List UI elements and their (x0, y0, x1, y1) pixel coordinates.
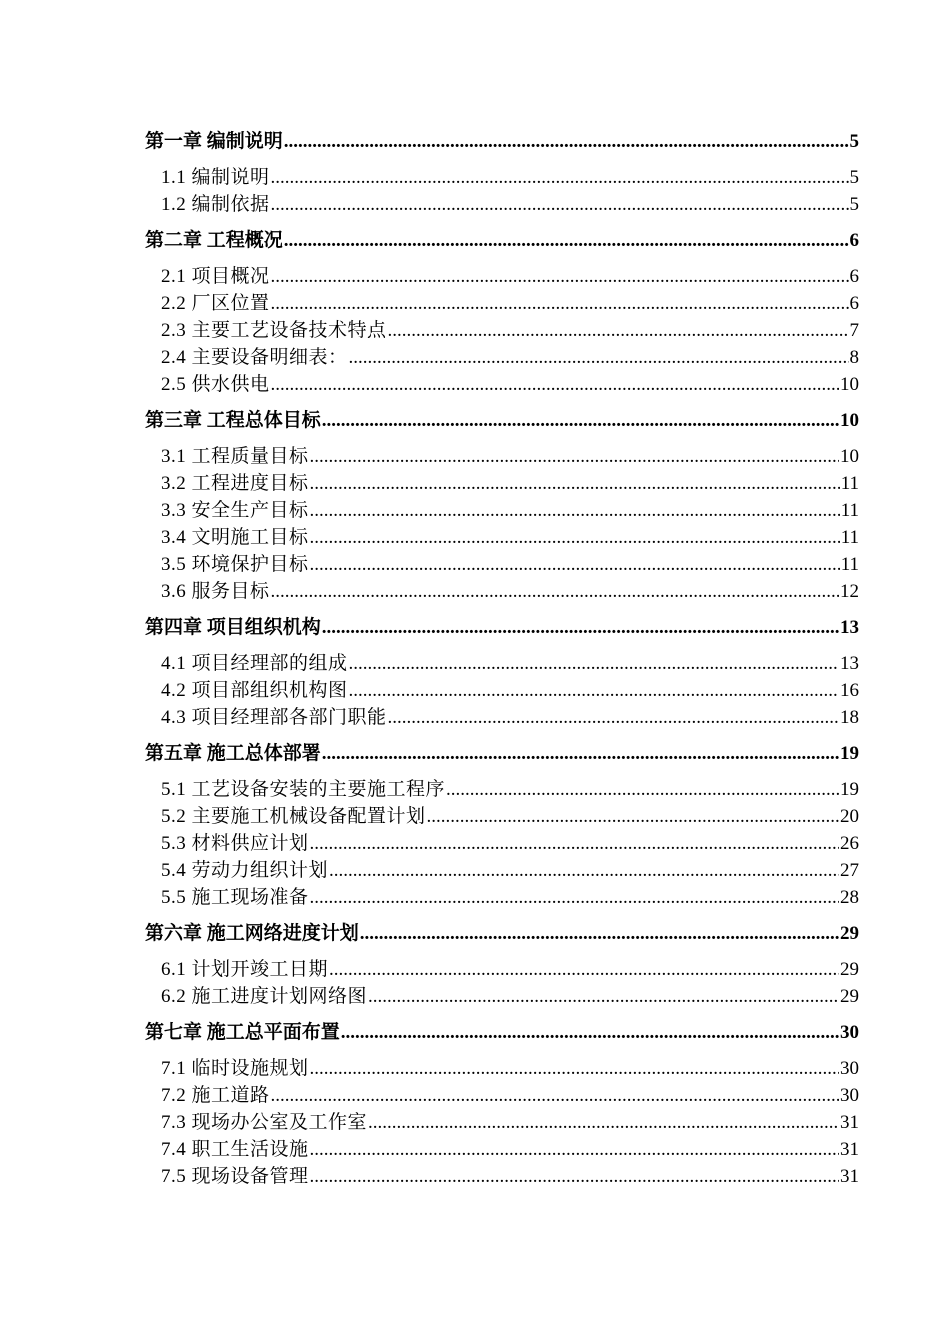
toc-dot-leader (310, 443, 839, 470)
toc-dot-leader (322, 740, 839, 768)
toc-section-entry[interactable] (145, 803, 859, 830)
toc-section-entry[interactable] (145, 317, 859, 344)
toc-section-entry[interactable] (145, 164, 859, 191)
toc-entry-title: 4.2 项目部组织机构图 (161, 680, 348, 701)
toc-dot-leader (329, 956, 839, 983)
toc-dot-leader (271, 164, 849, 191)
toc-entry-page-number: 11 (840, 473, 859, 494)
toc-entry-title: 第四章 项目组织机构 (145, 617, 321, 638)
toc-entry-page-number: 28 (840, 887, 859, 908)
toc-section-entry[interactable] (145, 551, 859, 578)
toc-entry-title: 2.2 厂区位置 (161, 293, 270, 314)
toc-section-entry[interactable] (145, 857, 859, 884)
toc-section-entry[interactable] (145, 1055, 859, 1082)
toc-dot-leader (284, 128, 849, 156)
toc-entry-page-number: 5 (849, 167, 859, 188)
toc-entry-page-number: 7 (849, 320, 859, 341)
toc-chapter-entry[interactable] (145, 740, 859, 768)
toc-entry-title: 3.5 环境保护目标 (161, 554, 309, 575)
toc-entry-page-number: 30 (840, 1085, 859, 1106)
toc-section-entry[interactable] (145, 983, 859, 1010)
toc-entry-title: 7.4 职工生活设施 (161, 1139, 309, 1160)
toc-dot-leader (322, 614, 839, 642)
toc-entry-page-number: 16 (840, 680, 859, 701)
toc-dot-leader (427, 803, 839, 830)
toc-section-entry[interactable] (145, 443, 859, 470)
toc-dot-leader (284, 227, 849, 255)
toc-entry-title: 第三章 工程总体目标 (145, 410, 321, 431)
toc-entry-page-number: 19 (840, 779, 859, 800)
toc-dot-leader (349, 344, 849, 371)
toc-entry-title: 7.5 现场设备管理 (161, 1166, 309, 1187)
toc-entry-title: 6.2 施工进度计划网络图 (161, 986, 368, 1007)
toc-entry-title: 2.5 供水供电 (161, 374, 270, 395)
toc-entry-page-number: 8 (849, 347, 859, 368)
toc-section-entry[interactable] (145, 191, 859, 218)
toc-section-entry[interactable] (145, 263, 859, 290)
toc-section-entry[interactable] (145, 371, 859, 398)
toc-entry-page-number: 27 (840, 860, 859, 881)
toc-entry-page-number: 6 (849, 293, 859, 314)
toc-dot-leader (310, 884, 839, 911)
toc-entry-page-number: 12 (840, 581, 859, 602)
toc-entry-title: 第五章 施工总体部署 (145, 743, 321, 764)
toc-entry-title: 3.4 文明施工目标 (161, 527, 309, 548)
toc-entry-page-number: 31 (840, 1139, 859, 1160)
toc-entry-title: 3.2 工程进度目标 (161, 473, 309, 494)
toc-dot-leader (271, 578, 839, 605)
toc-entry-page-number: 29 (840, 986, 859, 1007)
toc-entry-title: 5.2 主要施工机械设备配置计划 (161, 806, 426, 827)
toc-entry-page-number: 13 (840, 653, 859, 674)
toc-chapter-entry[interactable] (145, 128, 859, 156)
toc-section-entry[interactable] (145, 830, 859, 857)
toc-dot-leader (446, 776, 839, 803)
toc-entry-page-number: 10 (840, 446, 859, 467)
toc-entry-title: 6.1 计划开竣工日期 (161, 959, 329, 980)
toc-entry-page-number: 20 (840, 806, 859, 827)
toc-entry-title: 5.3 材料供应计划 (161, 833, 309, 854)
toc-entry-page-number: 5 (849, 194, 859, 215)
toc-entry-title: 1.1 编制说明 (161, 167, 270, 188)
toc-section-entry[interactable] (145, 1109, 859, 1136)
toc-section-entry[interactable] (145, 578, 859, 605)
toc-dot-leader (271, 371, 839, 398)
toc-dot-leader (271, 191, 849, 218)
toc-entry-title: 3.6 服务目标 (161, 581, 270, 602)
toc-entry-title: 7.1 临时设施规划 (161, 1058, 309, 1079)
toc-entry-title: 5.4 劳动力组织计划 (161, 860, 329, 881)
toc-entry-page-number: 29 (840, 959, 859, 980)
toc-dot-leader (310, 497, 840, 524)
toc-entry-page-number: 31 (840, 1166, 859, 1187)
toc-dot-leader (271, 1082, 839, 1109)
toc-section-entry[interactable] (145, 497, 859, 524)
toc-section-entry[interactable] (145, 1136, 859, 1163)
toc-dot-leader (349, 650, 839, 677)
toc-entry-title: 4.3 项目经理部各部门职能 (161, 707, 387, 728)
toc-chapter-entry[interactable] (145, 407, 859, 435)
toc-section-entry[interactable] (145, 344, 859, 371)
toc-entry-page-number: 10 (840, 374, 859, 395)
toc-dot-leader (310, 1136, 839, 1163)
toc-chapter-entry[interactable] (145, 227, 859, 255)
toc-entry-page-number: 11 (840, 527, 859, 548)
toc-entry-page-number: 30 (840, 1058, 859, 1079)
toc-section-entry[interactable] (145, 677, 859, 704)
toc-dot-leader (349, 677, 839, 704)
toc-section-entry[interactable] (145, 776, 859, 803)
toc-dot-leader (368, 1109, 839, 1136)
toc-section-entry[interactable] (145, 524, 859, 551)
toc-section-entry[interactable] (145, 650, 859, 677)
toc-chapter-entry[interactable] (145, 614, 859, 642)
toc-dot-leader (388, 317, 849, 344)
table-of-contents (145, 128, 859, 1190)
toc-entry-page-number: 6 (849, 266, 859, 287)
toc-section-entry[interactable] (145, 956, 859, 983)
toc-dot-leader (388, 704, 839, 731)
toc-entry-title: 第二章 工程概况 (145, 230, 283, 251)
toc-entry-title: 2.3 主要工艺设备技术特点 (161, 320, 387, 341)
toc-dot-leader (368, 983, 839, 1010)
toc-entry-page-number: 29 (840, 923, 859, 944)
toc-dot-leader (322, 407, 839, 435)
toc-entry-title: 3.1 工程质量目标 (161, 446, 309, 467)
toc-entry-page-number: 19 (840, 743, 859, 764)
toc-entry-title: 第一章 编制说明 (145, 131, 283, 152)
toc-entry-title: 4.1 项目经理部的组成 (161, 653, 348, 674)
toc-dot-leader (271, 263, 849, 290)
toc-entry-page-number: 31 (840, 1112, 859, 1133)
toc-dot-leader (310, 1055, 839, 1082)
toc-entry-page-number: 30 (840, 1022, 859, 1043)
toc-dot-leader (271, 290, 849, 317)
toc-chapter-entry[interactable] (145, 920, 859, 948)
toc-entry-page-number: 11 (840, 554, 859, 575)
toc-dot-leader (329, 857, 839, 884)
toc-entry-title: 3.3 安全生产目标 (161, 500, 309, 521)
toc-section-entry[interactable] (145, 1082, 859, 1109)
toc-section-entry[interactable] (145, 290, 859, 317)
toc-entry-title: 第七章 施工总平面布置 (145, 1022, 340, 1043)
toc-entry-page-number: 5 (849, 131, 859, 152)
toc-entry-page-number: 6 (849, 230, 859, 251)
toc-section-entry[interactable] (145, 1163, 859, 1190)
toc-chapter-entry[interactable] (145, 1019, 859, 1047)
toc-section-entry[interactable] (145, 884, 859, 911)
toc-entry-title: 2.1 项目概况 (161, 266, 270, 287)
toc-dot-leader (310, 551, 840, 578)
toc-entry-title: 7.3 现场办公室及工作室 (161, 1112, 368, 1133)
toc-entry-title: 2.4 主要设备明细表： (161, 347, 348, 368)
toc-entry-title: 1.2 编制依据 (161, 194, 270, 215)
toc-dot-leader (341, 1019, 839, 1047)
toc-section-entry[interactable] (145, 470, 859, 497)
toc-entry-page-number: 18 (840, 707, 859, 728)
toc-section-entry[interactable] (145, 704, 859, 731)
toc-dot-leader (310, 470, 840, 497)
toc-entry-page-number: 13 (840, 617, 859, 638)
toc-dot-leader (360, 920, 839, 948)
toc-dot-leader (310, 830, 839, 857)
toc-entry-page-number: 11 (840, 500, 859, 521)
toc-entry-page-number: 26 (840, 833, 859, 854)
toc-entry-page-number: 10 (840, 410, 859, 431)
toc-dot-leader (310, 1163, 839, 1190)
toc-entry-title: 第六章 施工网络进度计划 (145, 923, 359, 944)
toc-entry-title: 5.5 施工现场准备 (161, 887, 309, 908)
toc-entry-title: 7.2 施工道路 (161, 1085, 270, 1106)
toc-dot-leader (310, 524, 840, 551)
toc-entry-title: 5.1 工艺设备安装的主要施工程序 (161, 779, 446, 800)
